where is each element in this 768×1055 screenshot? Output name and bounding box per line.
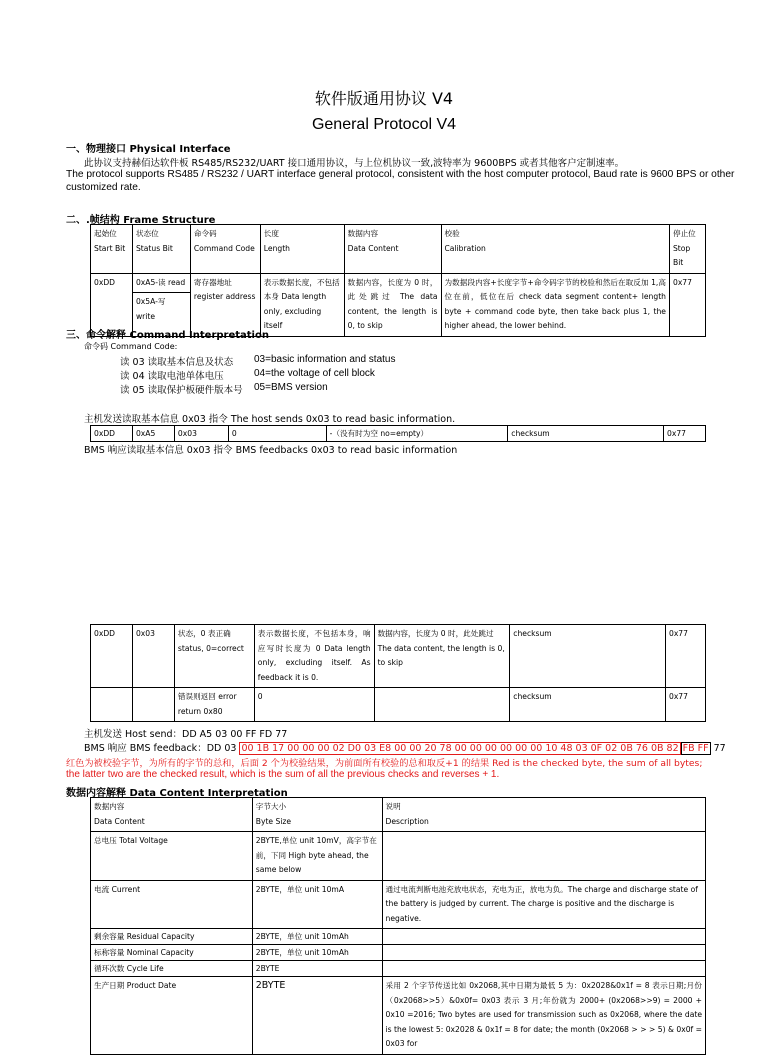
cmd-03-cn: 读 03 读取基本信息及状态 (120, 357, 234, 368)
cell-length: 0 (228, 426, 326, 442)
bms-response-table (90, 624, 706, 722)
cell-data: 数据内容，长度为 0 时，此处跳过 The data content, the length is 0, to skip (374, 625, 510, 688)
cell-command: 0x03 (132, 625, 174, 688)
header-description: 说明 Description (382, 798, 705, 832)
row-desc (382, 961, 705, 977)
physical-interface-en-1: The protocol supports RS485 / RS232 / UART interface general protocol, consistent with the host computer protocol, Baud rate is 9600 BPS or other (66, 169, 735, 180)
header-start-bit: 起始位 Start Bit (91, 225, 133, 274)
section-heading-data-content: 数据内容解释 Data Content Interpretation (66, 788, 288, 799)
cmd-05-en: 05=BMS version (254, 382, 328, 393)
checksum-note-2: the latter two are the checked result, which is the sum of all the previous checks and reverses + 1. (66, 769, 500, 780)
frame-structure-table (90, 224, 706, 337)
cell-stop: 0x77 (665, 625, 705, 688)
header-calibration: 校验 Calibration (441, 225, 669, 274)
host-send-description: 主机发送读取基本信息 0x03 指令 The host sends 0x03 to read basic information. (84, 414, 456, 425)
host-send-table (90, 425, 706, 442)
host-send-row (91, 426, 706, 442)
row-size: 2BYTE，单位 unit 10mAh (252, 945, 382, 961)
section-heading-frame-structure: 二、.帧结构 Frame Structure (66, 215, 216, 226)
table-row (91, 945, 706, 961)
row-desc: 采用 2 个字节传送比如 0x2068,其中日期为最低 5 为：0x2028&0x1f = 8 表示日期;月份（0x2068>>5）&0x0f= 0x03 表示 3 月;年份就为 2000+ (0x2068>>9) = 2000 + 0x10 =2016; Two bytes are used for transmission such as 0x2068, where the date is the lowest 5: 0x2028 & 0x1f = 8 for date; the month (0x2068 > > > 5) & 0x0f = 0x03 for (382, 977, 705, 1055)
cell-status: 0xA5-读 read 0x5A-写 write (132, 273, 190, 336)
physical-interface-en-2: customized rate. (66, 182, 141, 193)
row-name: 电流 Current (91, 880, 253, 929)
checksum-note-1: 红色为被校验字节，为所有的字节的总和，后面 2 个为校验结果，为前面所有校验的总和取反+1 的结果 Red is the checked byte, the sum of all bytes; (66, 758, 703, 769)
row-desc: 通过电流判断电池充放电状态，充电为正，放电为负。The charge and discharge state of the battery is judged by current. The charge is positive and the discharge is negative. (382, 880, 705, 929)
table-row (91, 961, 706, 977)
row-size: 2BYTE，单位 unit 10mAh (252, 929, 382, 945)
cmd-05-cn: 读 05 读取保护板硬件版本号 (120, 385, 243, 396)
row-size: 2BYTE (252, 961, 382, 977)
header-stop-bit: 停止位 Stop Bit (669, 225, 705, 274)
row-name: 剩余容量 Residual Capacity (91, 929, 253, 945)
bms-feedback-prefix: BMS 响应 BMS feedback：DD 03 (84, 743, 240, 754)
physical-interface-cn: 此协议支持赫佰达软件板 RS485/RS232/UART 接口通用协议，与上位机协议一致,波特率为 9600BPS 或者其他客户定制速率。 (84, 158, 625, 169)
cell-stop: 0x77 (665, 688, 705, 722)
cell-stop: 0x77 (669, 273, 705, 336)
cell-data: -（没有时为空 no=empty） (326, 426, 508, 442)
cell-command (132, 688, 174, 722)
cell-start: 0xDD (91, 426, 133, 442)
document-title-cn: 软件版通用协议 V4 (314, 89, 454, 108)
command-code-label: 命令码 Command Code: (84, 342, 178, 351)
cell-start: 0xDD (91, 625, 133, 688)
table-row (91, 977, 706, 1055)
table-row (91, 880, 706, 929)
host-send-example: 主机发送 Host send：DD A5 03 00 FF FD 77 (84, 729, 288, 740)
cell-command: 寄存器地址 register address (190, 273, 260, 336)
row-desc (382, 929, 705, 945)
table-row (91, 929, 706, 945)
stop-byte: 77 (710, 743, 726, 754)
header-status-bit: 状态位 Status Bit (132, 225, 190, 274)
cell-checksum: checksum (510, 625, 666, 688)
row-name: 循环次数 Cycle Life (91, 961, 253, 977)
header-length: 长度 Length (260, 225, 344, 274)
cell-calibration: 为数据段内容+长度字节+命令码字节的校验和然后在取反加 1,高位在前，低位在后 check data segment content+ length byte + command code byte, then take back plus 1, the higher ahead, the lower behind. (441, 273, 669, 336)
table-row (91, 832, 706, 881)
header-command-code: 命令码 Command Code (190, 225, 260, 274)
section-heading-physical-interface: 一、物理接口 Physical Interface (66, 144, 231, 155)
cell-length: 0 (254, 688, 374, 722)
document-title-en: General Protocol V4 (311, 116, 457, 133)
cell-command: 0x03 (174, 426, 228, 442)
cell-status: 0xA5 (132, 426, 174, 442)
row-name: 标称容量 Nominal Capacity (91, 945, 253, 961)
bms-feedback-example (84, 740, 726, 754)
row-size: 2BYTE,单位 unit 10mV，高字节在前，下同 High byte ahead, the same below (252, 832, 382, 881)
checksum-bytes: FB FF (682, 743, 709, 754)
row-size: 2BYTE，单位 unit 10mA (252, 880, 382, 929)
section-heading-command-interpretation: 三、命令解释 Command Interpretation (66, 330, 269, 341)
header-byte-size: 字节大小 Byte Size (252, 798, 382, 832)
checked-bytes: 00 1B 17 00 00 00 02 D0 03 E8 00 00 20 78 00 00 00 00 00 00 10 48 03 0F 02 0B 76 0B 82 (241, 743, 679, 754)
data-content-table (90, 797, 706, 1055)
bms-feedback-description: BMS 响应读取基本信息 0x03 指令 BMS feedbacks 0x03 to read basic information (84, 445, 458, 456)
cell-status: 错误则返回 error return 0x80 (174, 688, 254, 722)
cmd-04-cn: 读 04 读取电池单体电压 (120, 371, 224, 382)
row-size: 2BYTE (252, 977, 382, 1055)
data-content-header-row (91, 798, 706, 832)
response-row-error (91, 688, 706, 722)
cell-start: 0xDD (91, 273, 133, 336)
row-name: 总电压 Total Voltage (91, 832, 253, 881)
cmd-04-en: 04=the voltage of cell block (254, 368, 375, 379)
cell-stop: 0x77 (664, 426, 706, 442)
cmd-03-en: 03=basic information and status (254, 354, 396, 365)
frame-header-row (91, 225, 706, 274)
cell-checksum: checksum (510, 688, 666, 722)
row-name: 生产日期 Product Date (91, 977, 253, 1055)
header-data-content: 数据内容 Data Content (91, 798, 253, 832)
row-desc (382, 832, 705, 881)
cell-checksum: checksum (508, 426, 664, 442)
cell-start (91, 688, 133, 722)
cell-data: 数据内容，长度为 0 时，此处跳过 The data content, the length is 0, to skip (344, 273, 441, 336)
cell-length: 表示数据长度，不包括本身，响应写时长度为 0 Data length only, excluding itself. As feedback it is 0. (254, 625, 374, 688)
cell-length: 表示数据长度，不包括本身 Data length only, excluding itself (260, 273, 344, 336)
response-row-ok (91, 625, 706, 688)
header-data-content: 数据内容 Data Content (344, 225, 441, 274)
cell-data (374, 688, 510, 722)
row-desc (382, 945, 705, 961)
cell-status: 状态，0 表正确 status, 0=correct (174, 625, 254, 688)
